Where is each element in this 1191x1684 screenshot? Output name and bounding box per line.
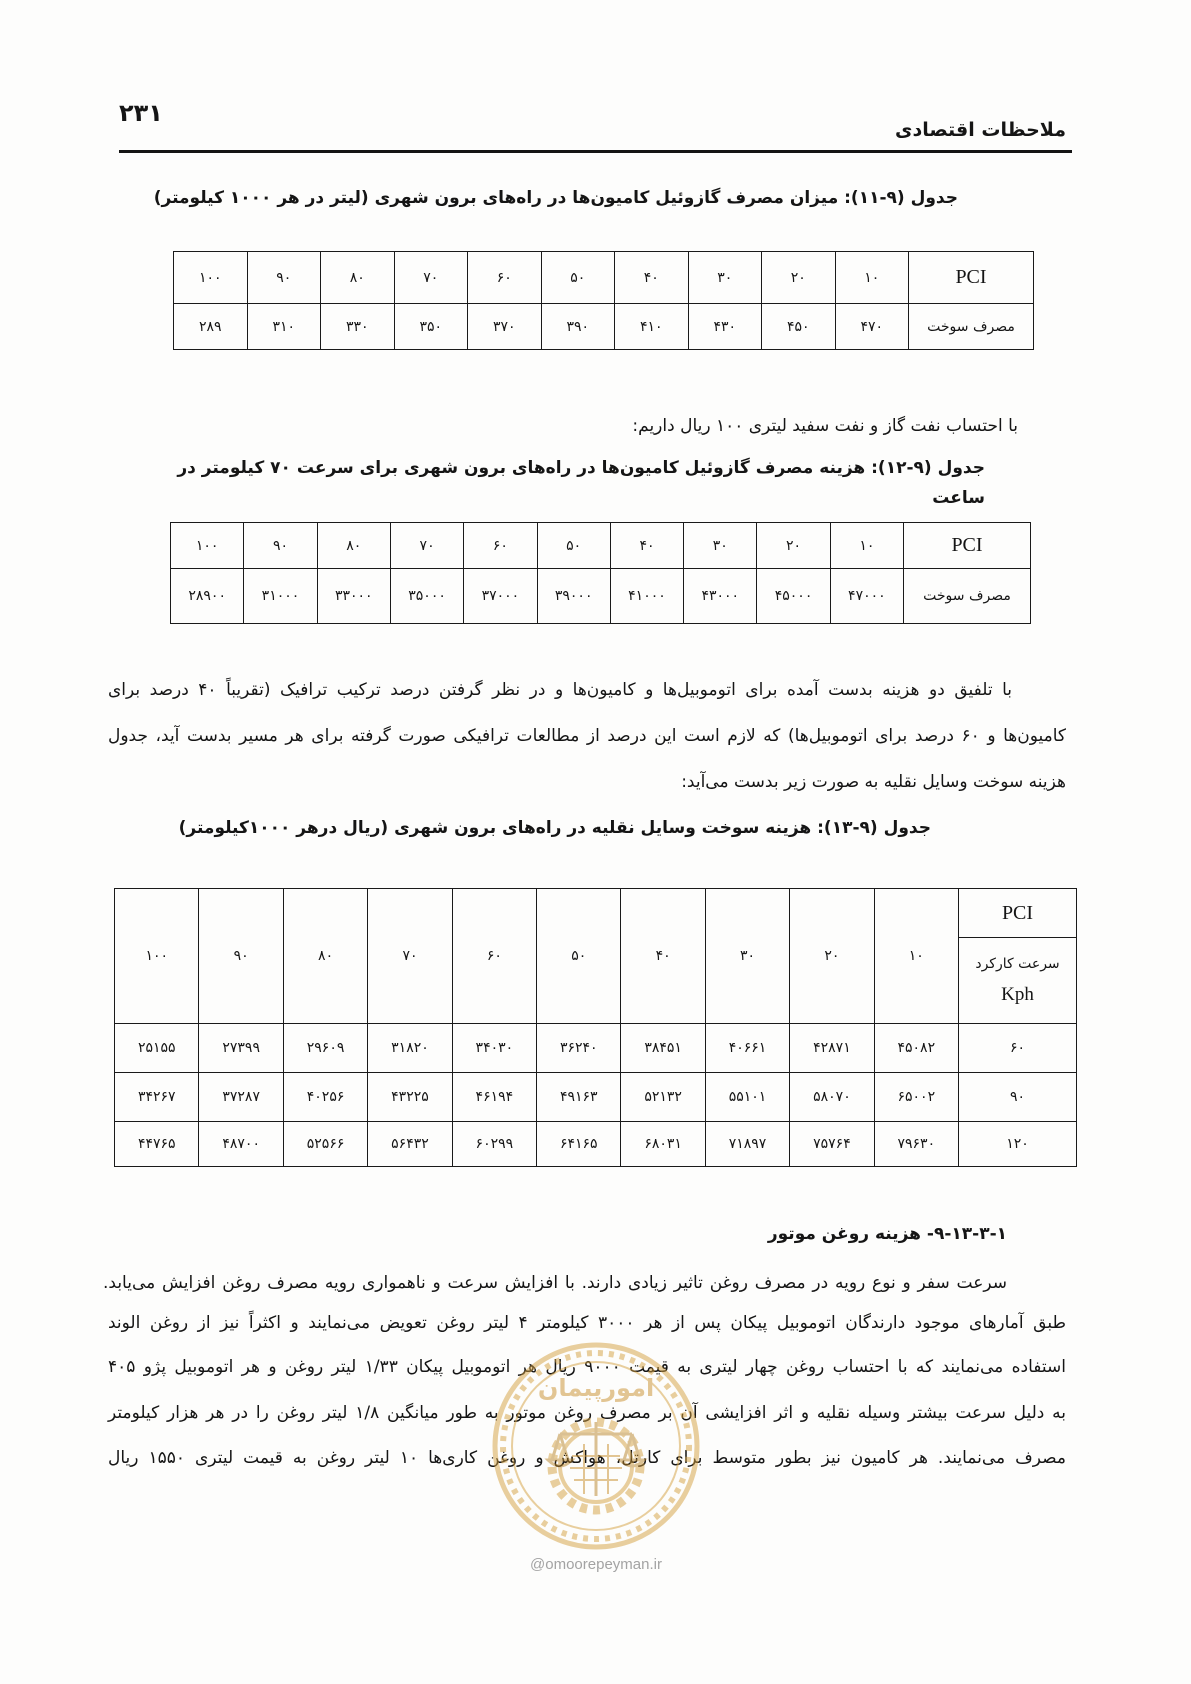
pci-cell: ۱۰۰ xyxy=(174,252,248,304)
pci-cell: ۳۰ xyxy=(688,252,762,304)
section-heading: ۹-۱۳-۳-۱- هزینه روغن موتور xyxy=(767,1224,1007,1244)
cost-value-cell: ۴۲۸۷۱ xyxy=(790,1024,874,1073)
fuel-value-cell: ۳۵۰ xyxy=(394,304,468,350)
pci-cell: ۷۰ xyxy=(390,523,463,569)
pci-header-cell: PCI xyxy=(959,889,1077,938)
cost-value-cell: ۵۶۴۳۲ xyxy=(368,1122,452,1167)
pci-cell: ۱۰ xyxy=(830,523,903,569)
cost-value-cell: ۶۵۰۰۲ xyxy=(874,1073,958,1122)
cost-value-cell: ۴۰۲۵۶ xyxy=(283,1073,367,1122)
section-line: مصرف می‌نمایند. هر کامیون نیز بطور متوسط برای کارتل، هواکش و روغن کاری‌ها ۱۰ لیتر روغن به قیمت لیتری ۱۵۵۰ ریال xyxy=(108,1448,1066,1468)
cost-value-cell: ۳۴۲۶۷ xyxy=(115,1073,199,1122)
cost-value-cell: ۳۴۰۳۰ xyxy=(452,1024,536,1073)
cost-value-cell: ۳۹۰۰۰ xyxy=(537,569,610,624)
page-number: ۲۳۱ xyxy=(119,99,163,127)
fuel-value-cell: ۳۳۰ xyxy=(321,304,395,350)
cost-value-cell: ۴۵۰۰۰ xyxy=(757,569,830,624)
speed-unit: Kph xyxy=(1001,983,1034,1005)
table-3-grid xyxy=(114,888,1077,1167)
watermark-url: @omoorepeyman.ir xyxy=(530,1556,662,1573)
table-3-caption: جدول (۹-۱۳): هزینه سوخت وسایل نقلیه در راه‌های برون شهری (ریال درهر ۱۰۰۰کیلومتر) xyxy=(178,818,931,838)
pci-cell: ۸۰ xyxy=(283,889,367,1024)
cost-value-cell: ۶۴۱۶۵ xyxy=(537,1122,621,1167)
cost-value-cell: ۳۳۰۰۰ xyxy=(317,569,390,624)
pci-cell: ۸۰ xyxy=(317,523,390,569)
table-1-grid xyxy=(173,251,1034,350)
cost-value-cell: ۴۶۱۹۴ xyxy=(452,1073,536,1122)
seal-lettering: امورپیمان xyxy=(537,1374,655,1402)
cost-value-cell: ۲۹۶۰۹ xyxy=(283,1024,367,1073)
cost-value-cell: ۵۲۱۳۲ xyxy=(621,1073,705,1122)
fuel-value-cell: ۴۳۰ xyxy=(688,304,762,350)
pci-header-cell: PCI xyxy=(904,523,1031,569)
section-line: استفاده می‌نمایند که با احتساب روغن چهار لیتری به قیمت ۹۰۰۰ ریال هر اتوموبیل پیکان ۱/۳۳ لیتر روغن و هر اتوموبیل پژو ۴۰۵ xyxy=(108,1357,1066,1377)
cost-value-cell: ۳۸۴۵۱ xyxy=(621,1024,705,1073)
section-line: به دلیل سرعت بیشتر وسیله نقلیه و اثر افزایشی آن بر مصرف روغن موتور به طور میانگین ۱/۸ لیتر روغن را در هر هزار کیلومتر xyxy=(108,1403,1067,1423)
cost-value-cell: ۳۱۰۰۰ xyxy=(244,569,317,624)
cost-value-cell: ۷۵۷۶۴ xyxy=(790,1122,874,1167)
pci-header-cell: PCI xyxy=(909,252,1034,304)
cost-value-cell: ۲۸۹۰۰ xyxy=(171,569,244,624)
pci-cell: ۹۰ xyxy=(244,523,317,569)
pci-cell: ۵۰ xyxy=(537,889,621,1024)
pci-cell: ۹۰ xyxy=(247,252,321,304)
pci-cell: ۸۰ xyxy=(321,252,395,304)
pci-cell: ۴۰ xyxy=(621,889,705,1024)
pci-cell: ۱۰۰ xyxy=(171,523,244,569)
pci-cell: ۵۰ xyxy=(541,252,615,304)
speed-header-cell xyxy=(959,938,1077,1024)
cost-value-cell: ۵۲۵۶۶ xyxy=(283,1122,367,1167)
paragraph-1-line: با تلفیق دو هزینه بدست آمده برای اتوموبیل‌ها و کامیون‌ها و در نظر گرفتن درصد ترکیب ترافیک (تقریباً ۴۰ درصد برای xyxy=(108,680,1012,700)
cost-value-cell: ۴۳۰۰۰ xyxy=(684,569,757,624)
table-1-caption: جدول (۹-۱۱): میزان مصرف گازوئیل کامیون‌ها در راه‌های برون شهری (لیتر در هر ۱۰۰۰ کیلومتر) xyxy=(153,188,958,208)
cost-value-cell: ۳۱۸۲۰ xyxy=(368,1024,452,1073)
fuel-value-cell: ۴۷۰ xyxy=(835,304,909,350)
cost-value-cell: ۳۵۰۰۰ xyxy=(390,569,463,624)
pci-cell: ۴۰ xyxy=(615,252,689,304)
table-2 xyxy=(170,522,1031,623)
pci-cell: ۲۰ xyxy=(790,889,874,1024)
cost-value-cell: ۲۵۱۵۵ xyxy=(115,1024,199,1073)
fuel-row-label: مصرف سوخت xyxy=(909,304,1034,350)
cost-value-cell: ۴۱۰۰۰ xyxy=(610,569,683,624)
cost-value-cell: ۷۹۶۳۰ xyxy=(874,1122,958,1167)
cost-value-cell: ۴۵۰۸۲ xyxy=(874,1024,958,1073)
speed-label: سرعت کارکرد xyxy=(975,955,1060,972)
paragraph-1-line: هزینه سوخت وسایل نقلیه به صورت زیر بدست می‌آید: xyxy=(681,772,1066,792)
cost-value-cell: ۶۸۰۳۱ xyxy=(621,1122,705,1167)
table-2-caption: جدول (۹-۱۲): هزینه مصرف گازوئیل کامیون‌ها در راه‌های برون شهری برای سرعت ۷۰ کیلومتر در ساعت xyxy=(177,458,985,508)
cost-value-cell: ۳۶۲۴۰ xyxy=(537,1024,621,1073)
running-head: ملاحظات اقتصادی xyxy=(895,119,1066,141)
fuel-value-cell: ۴۵۰ xyxy=(762,304,836,350)
cost-value-cell: ۴۰۶۶۱ xyxy=(705,1024,789,1073)
pci-cell: ۳۰ xyxy=(684,523,757,569)
fuel-value-cell: ۳۹۰ xyxy=(541,304,615,350)
pci-cell: ۶۰ xyxy=(452,889,536,1024)
cost-value-cell: ۴۹۱۶۳ xyxy=(537,1073,621,1122)
pci-cell: ۷۰ xyxy=(368,889,452,1024)
cost-value-cell: ۴۴۷۶۵ xyxy=(115,1122,199,1167)
pci-cell: ۷۰ xyxy=(394,252,468,304)
speed-cell: ۶۰ xyxy=(959,1024,1077,1073)
fuel-value-cell: ۴۱۰ xyxy=(615,304,689,350)
cost-value-cell: ۳۷۰۰۰ xyxy=(464,569,537,624)
fuel-value-cell: ۲۸۹ xyxy=(174,304,248,350)
speed-cell: ۹۰ xyxy=(959,1073,1077,1122)
paragraph-1-line: کامیون‌ها و ۶۰ درصد برای اتوموبیل‌ها) که لازم است این درصد از مطالعات ترافیکی صورت گرفته برای هر مسیر بدست آید، جدول xyxy=(108,726,1067,746)
cost-value-cell: ۲۷۳۹۹ xyxy=(199,1024,283,1073)
cost-value-cell: ۴۸۷۰۰ xyxy=(199,1122,283,1167)
pci-cell: ۳۰ xyxy=(705,889,789,1024)
pci-cell: ۵۰ xyxy=(537,523,610,569)
pci-cell: ۱۰ xyxy=(835,252,909,304)
table-1 xyxy=(173,251,1034,349)
fuel-value-cell: ۳۱۰ xyxy=(247,304,321,350)
section-line: سرعت سفر و نوع رویه در مصرف روغن تاثیر زیادی دارند. با افزایش سرعت و ناهمواری رویه مصرف روغن افزایش می‌یابد. xyxy=(103,1273,1007,1293)
cost-value-cell: ۷۱۸۹۷ xyxy=(705,1122,789,1167)
fuel-value-cell: ۳۷۰ xyxy=(468,304,542,350)
header-rule xyxy=(119,150,1072,153)
pci-cell: ۹۰ xyxy=(199,889,283,1024)
cost-value-cell: ۳۷۲۸۷ xyxy=(199,1073,283,1122)
section-line: طبق آمارهای موجود دارندگان اتوموبیل پیکان پس از هر ۳۰۰۰ کیلومتر ۴ لیتر روغن تعویض می‌نمایند و اکثراً نیز از روغن الوند xyxy=(108,1313,1067,1333)
pci-cell: ۱۰ xyxy=(874,889,958,1024)
cost-value-cell: ۴۷۰۰۰ xyxy=(830,569,903,624)
table-3 xyxy=(114,888,1077,1166)
pci-cell: ۲۰ xyxy=(762,252,836,304)
speed-cell: ۱۲۰ xyxy=(959,1122,1077,1167)
table-2-grid xyxy=(170,522,1031,624)
fuel-row-label: مصرف سوخت xyxy=(904,569,1031,624)
cost-value-cell: ۶۰۲۹۹ xyxy=(452,1122,536,1167)
pci-cell: ۱۰۰ xyxy=(115,889,199,1024)
cost-value-cell: ۴۳۲۲۵ xyxy=(368,1073,452,1122)
intro-line: با احتساب نفت گاز و نفت سفید لیتری ۱۰۰ ریال داریم: xyxy=(632,416,1018,436)
pci-cell: ۶۰ xyxy=(464,523,537,569)
cost-value-cell: ۵۵۱۰۱ xyxy=(705,1073,789,1122)
cost-value-cell: ۵۸۰۷۰ xyxy=(790,1073,874,1122)
pci-cell: ۴۰ xyxy=(610,523,683,569)
pci-cell: ۶۰ xyxy=(468,252,542,304)
pci-cell: ۲۰ xyxy=(757,523,830,569)
